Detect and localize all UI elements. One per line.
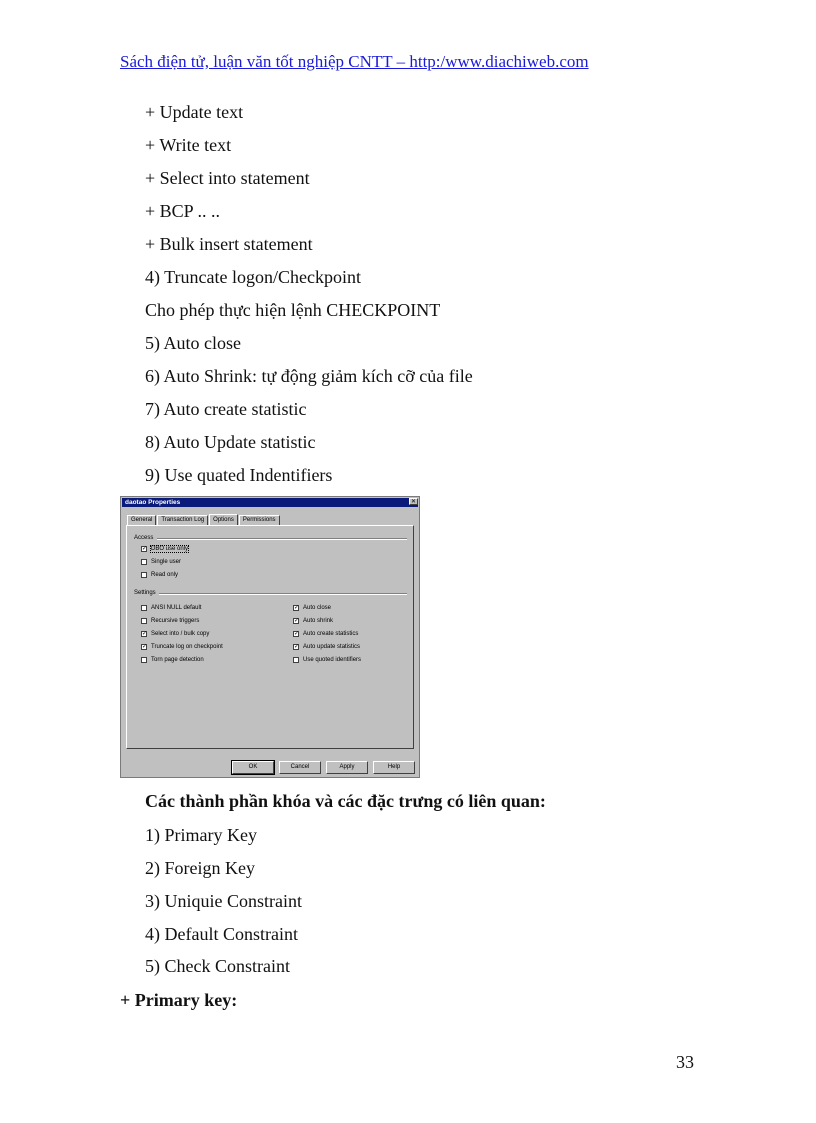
list-item: 1) Primary Key xyxy=(145,825,257,845)
list-item: 2) Foreign Key xyxy=(145,858,255,878)
truncate-log-checkbox[interactable] xyxy=(141,644,223,650)
auto-update-statistics-checkbox[interactable] xyxy=(293,644,360,650)
read-only-checkbox[interactable] xyxy=(141,572,178,578)
checkbox-label: Truncate log on checkpoint xyxy=(151,644,223,650)
auto-close-checkbox[interactable] xyxy=(293,605,331,611)
checkbox-box xyxy=(141,657,147,663)
properties-dialog xyxy=(120,496,420,778)
checkbox-box: ✓ xyxy=(142,546,148,552)
divider xyxy=(157,538,407,540)
checkbox-box xyxy=(141,572,147,578)
checkbox-label: Read only xyxy=(151,572,179,578)
settings-group-label: Settings xyxy=(134,590,156,596)
checkbox-box: ✓ xyxy=(294,631,300,637)
single-user-checkbox[interactable] xyxy=(141,559,181,565)
ok-button[interactable]: OK xyxy=(232,761,274,774)
list-item: + Bulk insert statement xyxy=(145,234,313,254)
divider xyxy=(159,593,407,595)
list-item: 9) Use quated Indentifiers xyxy=(145,465,333,485)
section-heading: + Primary key: xyxy=(120,990,238,1010)
checkbox-label: Recursive triggers xyxy=(151,618,200,624)
select-into-bulk-copy-checkbox[interactable] xyxy=(141,631,209,637)
options-panel xyxy=(126,525,414,749)
checkbox-box: ✓ xyxy=(142,631,148,637)
checkbox-label: Auto create statistics xyxy=(303,631,359,637)
use-quoted-identifiers-checkbox[interactable] xyxy=(293,657,361,663)
checkbox-label: Auto close xyxy=(303,605,332,611)
list-item: 3) Uniquie Constraint xyxy=(145,891,302,911)
auto-shrink-checkbox[interactable] xyxy=(293,618,333,624)
checkbox-box xyxy=(141,605,147,611)
tab-transaction-log[interactable]: Transaction Log xyxy=(157,515,208,525)
checkbox-box: ✓ xyxy=(294,605,300,611)
list-item: 4) Default Constraint xyxy=(145,924,298,944)
list-item: 4) Truncate logon/Checkpoint xyxy=(145,267,361,287)
checkbox-label: Auto shrink xyxy=(303,618,334,624)
checkbox-box xyxy=(141,618,147,624)
auto-create-statistics-checkbox[interactable] xyxy=(293,631,358,637)
checkbox-label: Use quoted identifiers xyxy=(303,657,362,663)
dialog-tabs xyxy=(127,515,281,525)
list-item: Cho phép thực hiện lệnh CHECKPOINT xyxy=(145,300,441,320)
ansi-null-default-checkbox[interactable] xyxy=(141,605,201,611)
dialog-title: daotao Properties xyxy=(125,499,181,506)
header-link[interactable]: Sách điện tử, luận văn tốt nghiệp CNTT – http:/www.diachiweb.com xyxy=(120,52,589,71)
checkbox-box xyxy=(293,657,299,663)
checkbox-label: Auto update statistics xyxy=(303,644,361,650)
help-button[interactable]: Help xyxy=(373,761,415,774)
recursive-triggers-checkbox[interactable] xyxy=(141,618,199,624)
torn-page-detection-checkbox[interactable] xyxy=(141,657,204,663)
page-number: 33 xyxy=(676,1052,694,1072)
dialog-buttons xyxy=(227,761,415,774)
list-item: + Update text xyxy=(145,102,244,122)
checkbox-label: Single user xyxy=(151,559,182,565)
dbo-use-only-checkbox[interactable] xyxy=(141,546,188,552)
tab-options[interactable]: Options xyxy=(209,514,238,526)
checkbox-label: ANSI NULL default xyxy=(151,605,202,611)
list-item: 5) Check Constraint xyxy=(145,956,290,976)
tab-general[interactable]: General xyxy=(127,515,156,525)
apply-button[interactable]: Apply xyxy=(326,761,368,774)
list-item: + Select into statement xyxy=(145,168,310,188)
cancel-button[interactable]: Cancel xyxy=(279,761,321,774)
checkbox-label: Select into / bulk copy xyxy=(151,631,210,637)
dialog-titlebar xyxy=(122,498,418,507)
list-item: 5) Auto close xyxy=(145,333,241,353)
list-item: 6) Auto Shrink: tự động giảm kích cỡ của file xyxy=(145,366,473,386)
list-item: + Write text xyxy=(145,135,232,155)
tab-permissions[interactable]: Permissions xyxy=(239,515,280,525)
section-heading: Các thành phần khóa và các đặc trưng có liên quan: xyxy=(145,791,546,811)
checkbox-label: DBO use only xyxy=(151,546,189,552)
checkbox-box: ✓ xyxy=(294,618,300,624)
access-group-label: Access xyxy=(134,535,154,541)
checkbox-box: ✓ xyxy=(142,644,148,650)
list-item: + BCP .. .. xyxy=(145,201,221,221)
list-item: 7) Auto create statistic xyxy=(145,399,307,419)
checkbox-box xyxy=(141,559,147,565)
close-icon[interactable]: ✕ xyxy=(410,499,417,505)
list-item: 8) Auto Update statistic xyxy=(145,432,316,452)
checkbox-box: ✓ xyxy=(294,644,300,650)
checkbox-label: Torn page detection xyxy=(151,657,204,663)
